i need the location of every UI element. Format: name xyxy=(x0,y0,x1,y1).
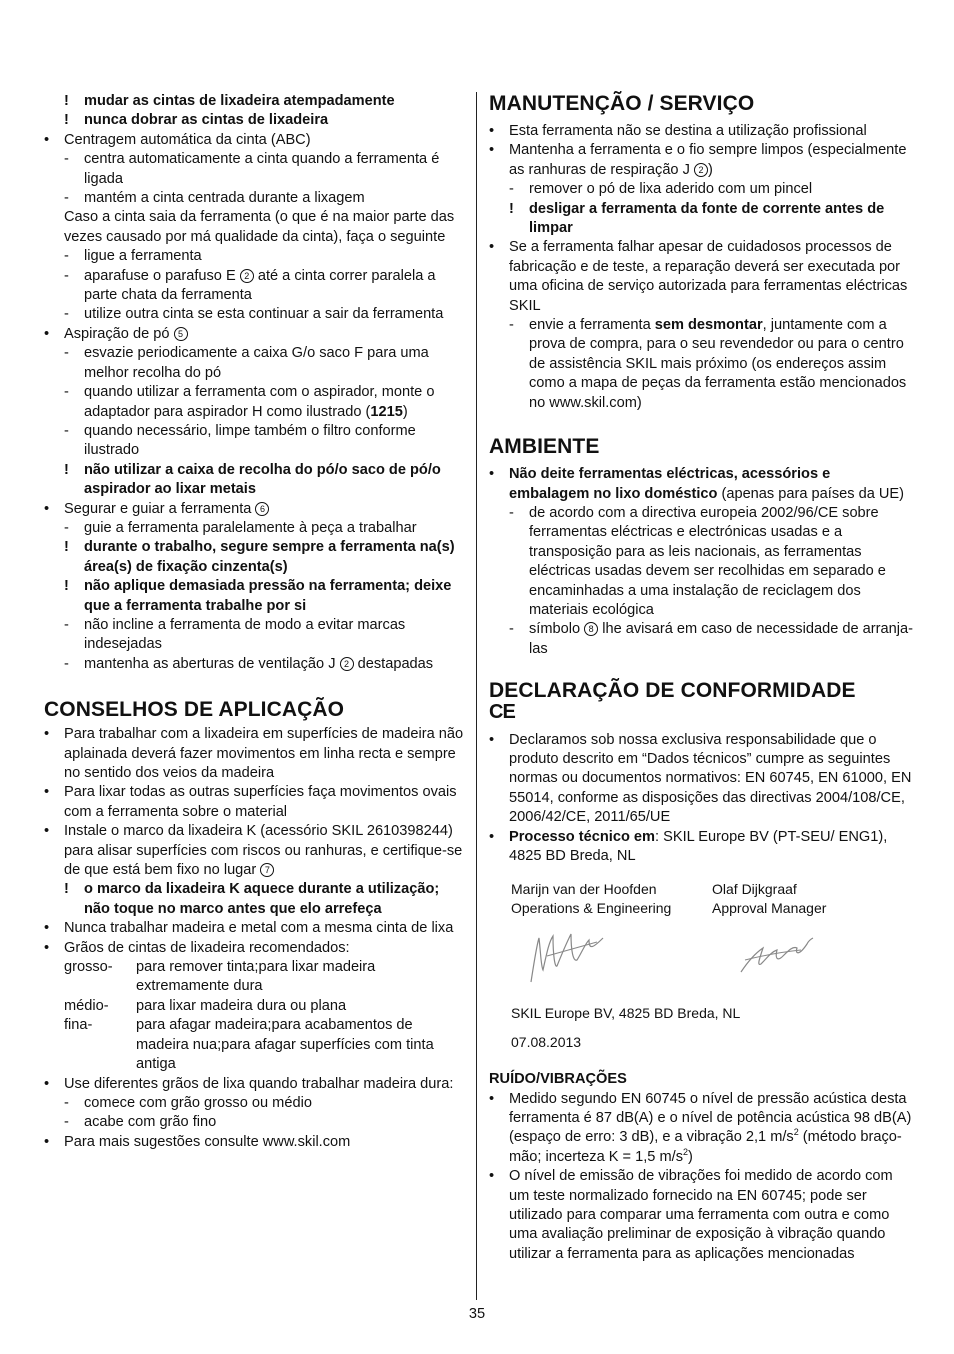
bullet-item: • Esta ferramenta não se destina a utilização profissional xyxy=(489,123,867,139)
dash-item: - remover o pó de lixa aderido com um pincel xyxy=(509,181,813,198)
signatory-1: Marijn van der Hoofden Operations & Engineering xyxy=(511,881,672,917)
bullet-item: • Grãos de cintas de lixadeira recomendados: xyxy=(44,939,350,956)
warning-item: ! desligar a ferramenta da fonte de corrente antes de limpar xyxy=(509,200,885,237)
bullet-item: • Aspiração de pó 5 xyxy=(44,325,464,344)
bullet-item: • Instale o marco da lixadeira K (acessório SKIL 2610398244) para alisar superfícies com riscos ou ranhuras, e certifique-se de que está bem fixo no lugar 7 xyxy=(44,823,463,879)
signature-2-icon xyxy=(737,930,817,980)
section-heading-ambiente: AMBIENTE xyxy=(489,435,600,459)
dash-item: - de acordo com a directiva europeia 2002/96/CE sobre ferramentas eléctricas e electrónicas usadas e a transposição para as leis nacionais, as ferramentas eléctricas usadas devem ser recolhidas em separado e encaminhadas a uma instalação de reciclagem dos materiais ecológica xyxy=(509,504,886,618)
warning-item: ! durante o trabalho, segure sempre a ferramenta na(s) área(s) de fixação cinzenta(s) xyxy=(64,539,455,575)
dash-item: - mantém a cinta centrada durante a lixagem xyxy=(64,190,365,207)
bullet-item: • Para trabalhar com a lixadeira em superfícies de madeira não aplainada deverá fazer movimentos em linha recta e sempre no sentido dos veios da madeira xyxy=(44,726,464,781)
dash-item: - quando necessário, limpe também o filtro conforme ilustrado xyxy=(64,422,416,459)
signatures xyxy=(489,918,913,1004)
dash-item: - quando utilizar a ferramenta com o aspirador, monte o adaptador para aspirador H como ilustrado (1215) xyxy=(64,384,435,420)
dash-item: - mantenha as aberturas de ventilação J 2 destapadas xyxy=(64,655,434,672)
signature-1-icon xyxy=(527,926,607,990)
dash-item: - utilize outra cinta se esta continuar a sair da ferramenta xyxy=(64,306,444,323)
warning-item: ! não utilizar a caixa de recolha do pó/o saco de pó/o aspirador ao lixar metais xyxy=(64,461,441,498)
dash-item: - guie a ferramenta paralelamente à peça a trabalhar xyxy=(64,519,417,536)
dash-item: - centra automaticamente a cinta quando a ferramenta é ligada xyxy=(64,151,440,187)
signatory-2: Olaf Dijkgraaf Approval Manager xyxy=(712,881,827,917)
figure-ref-number: 7 xyxy=(260,863,274,877)
figure-ref-number: 2 xyxy=(694,163,708,177)
left-column xyxy=(44,92,464,1152)
dash-item: - símbolo 8 lhe avisará em caso de necessidade de arranja-las xyxy=(509,621,913,657)
figure-ref-number: 2 xyxy=(240,269,254,283)
bullet-item: • Mantenha a ferramenta e o fio sempre limpos (especialmente as ranhuras de respiração J 2 ) xyxy=(489,142,907,178)
dash-item: - comece com grão grosso ou médio xyxy=(64,1094,312,1111)
page-number: 35 xyxy=(468,1306,486,1322)
bullet-item: • Medido segundo EN 60745 o nível de pressão acústica desta ferramenta é 87 dB(A) e o nível de potência acústica 98 dB(A) (espaço de erro: 3 dB), e a vibração 2,1 $m/s^2$ (método braço-mão; incerteza K = 1,5 $m/s^2$) xyxy=(489,1090,912,1165)
dash-item: - envie a ferramenta sem desmontar, juntamente com a prova de compra, para o seu revendedor ou para o centro de assistência SKIL mais próximo (os endereços assim como a mapa de peças da ferramenta estão mencionados no www.skil.com) xyxy=(509,317,907,411)
grit-row: grosso- para remover tinta;para lixar madeira extremamente dura xyxy=(64,959,376,995)
warning-item: ! nunca dobrar as cintas de lixadeira xyxy=(64,112,329,129)
declaration-date: 07.08.2013 xyxy=(511,1033,582,1050)
figure-ref-number: 2 xyxy=(340,657,354,671)
bullet-item: • Segurar e guiar a ferramenta 6 xyxy=(44,500,464,519)
bullet-item: • Processo técnico em: SKIL Europe BV (PT-SEU/ ENG1), 4825 BD Breda, NL xyxy=(489,828,888,864)
company-address: SKIL Europe BV, 4825 BD Breda, NL xyxy=(511,1005,741,1022)
warning-item: ! o marco da lixadeira K aquece durante a utilização; não toque no marco antes que elo arrefeça xyxy=(64,881,440,917)
signatories xyxy=(489,880,913,918)
bullet-item: • O nível de emissão de vibrações foi medido de acordo com um teste normalizado fornecido na EN 60745; pode ser utilizado para comparar uma ferramenta com outra e como uma avaliação preliminar de exposição à vibração quando utilizar a ferramenta para as aplicações mencionadas xyxy=(489,1168,893,1262)
bullet-item: • Declaramos sob nossa exclusiva responsabilidade que o produto descrito em “Dados técnicos” cumpre as seguintes normas ou documentos normativos: EN 60745, EN 61000, EN 55014, conforme as disposições das directivas 2004/108/CE, 2006/42/CE, 2011/65/UE xyxy=(489,731,912,826)
bullet-item: • Não deite ferramentas eléctricas, acessórios e embalagem no lixo doméstico (apenas para países da UE) xyxy=(489,466,905,502)
dash-item: - acabe com grão fino xyxy=(64,1114,217,1131)
paragraph: Caso a cinta saia da ferramenta (o que é na maior parte das vezes causado por má qualidade da cinta), faça o seguinte xyxy=(64,209,455,245)
section-heading-declaracao: DECLARAÇÃO DE CONFORMIDADE xyxy=(489,679,856,703)
grit-row: médio- para lixar madeira dura ou plana xyxy=(64,997,347,1014)
dash-item: - ligue a ferramenta xyxy=(64,248,202,265)
bullet-item: • Se a ferramenta falhar apesar de cuidadosos processos de fabricação e de teste, a reparação deverá ser executada por uma oficina de serviço autorizada para ferramentas eléctricas SKIL xyxy=(489,239,908,314)
section-heading-conselhos: CONSELHOS DE APLICAÇÃO xyxy=(44,698,345,722)
bullet-item: • Nunca trabalhar madeira e metal com a mesma cinta de lixa xyxy=(44,920,454,937)
figure-ref-number: 5 xyxy=(174,327,188,341)
figure-ref-number: 8 xyxy=(584,622,598,636)
column-divider xyxy=(476,92,477,1300)
dash-item: - esvazie periodicamente a caixa G/o saco F para uma melhor recolha do pó xyxy=(64,345,429,381)
bullet-item: • Para mais sugestões consulte www.skil.com xyxy=(44,1133,351,1150)
figure-ref-number: 6 xyxy=(255,502,269,516)
right-column xyxy=(489,92,913,1264)
bullet-item: • Use diferentes grãos de lixa quando trabalhar madeira dura: xyxy=(44,1075,454,1092)
warning-item: ! não aplique demasiada pressão na ferramenta; deixe que a ferramenta trabalhe por si xyxy=(64,578,452,614)
grit-row: fina- para afagar madeira;para acabamentos de madeira nua;para afagar superfícies com tinta antiga xyxy=(64,1017,434,1073)
bullet-item: • Para lixar todas as outras superfícies faça movimentos ovais com a ferramenta sobre o material xyxy=(44,784,457,820)
section-heading-ruido: RUÍDO/VIBRAÇÕES xyxy=(489,1071,627,1088)
dash-item: - aparafuse o parafuso E 2 até a cinta correr paralela a parte chata da ferramenta xyxy=(64,267,436,304)
bullet-item: • Centragem automática da cinta (ABC) xyxy=(44,131,311,148)
warning-item: ! mudar as cintas de lixadeira atempadamente xyxy=(64,93,395,109)
dash-item: - não incline a ferramenta de modo a evitar marcas indesejadas xyxy=(64,616,406,653)
ce-mark-icon: CE xyxy=(489,701,515,724)
section-heading-manutencao: MANUTENÇÃO / SERVIÇO xyxy=(489,92,755,115)
